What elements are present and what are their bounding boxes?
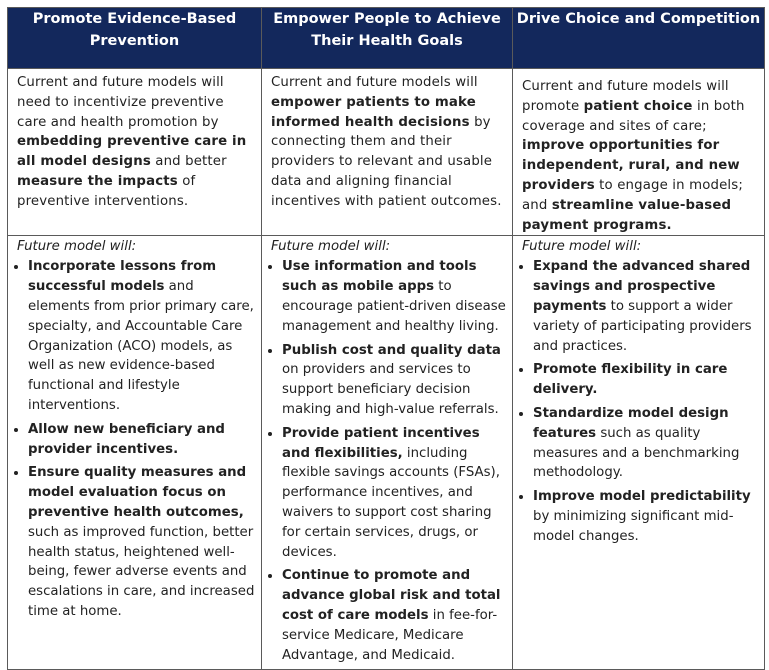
future-model-label: Future model will: xyxy=(17,239,137,255)
bullet-bold: Standardize model design features xyxy=(533,405,729,441)
bullet-rest: and elements from prior primary care, specialty, and Accountable Care Organization (ACO) models, as well as new evidence-based functional and lifestyle interventions. xyxy=(28,279,254,413)
list-item xyxy=(533,360,758,400)
bullets-cell-prevention xyxy=(8,236,262,670)
intro-text-segment: Current and future models will xyxy=(271,75,478,90)
bullet-list-choice xyxy=(513,257,764,546)
bullet-bold: Incorporate lessons from successful models xyxy=(28,259,217,295)
bullet-rest: by minimizing significant mid-model changes. xyxy=(533,508,734,544)
intro-text-segment: and better xyxy=(150,154,227,170)
intro-text-segment: of preventive interventions. xyxy=(17,173,196,209)
intro-text-segment: to engage in models; and xyxy=(522,177,743,213)
intro-text-prevention xyxy=(8,69,261,212)
intro-bold-segment: streamline value-based payment programs. xyxy=(522,197,732,233)
intro-bold-segment: measure the impacts xyxy=(17,173,178,189)
intro-bold-segment: patient choice xyxy=(583,98,693,114)
intro-text-segment: Current and future models will need to incentivize preventive care and health promotion by xyxy=(17,75,224,130)
bullet-bold: Ensure quality measures and model evaluation focus on preventive health outcomes, xyxy=(28,465,247,520)
intro-bold-segment: improve opportunities for independent, rural, and new providers xyxy=(522,138,740,193)
bullet-rest: to encourage patient-driven disease management and healthy living. xyxy=(282,279,506,334)
intro-text-segment: Current and future models will promote xyxy=(522,79,729,114)
list-item xyxy=(533,404,758,483)
list-item xyxy=(282,341,506,420)
list-item xyxy=(28,463,255,621)
header-choice: Drive Choice and Competition xyxy=(513,8,765,69)
bullets-cell-empower xyxy=(262,236,513,670)
bullet-rest: including flexible savings accounts (FSAs), performance incentives, and waivers to support cost sharing for certain services, drugs, or devices. xyxy=(282,445,500,560)
list-item xyxy=(28,420,255,460)
bullet-rest: such as quality measures and a benchmarking methodology. xyxy=(533,425,740,481)
list-item xyxy=(533,487,758,546)
header-empower: Empower People to Achieve Their Health Goals xyxy=(262,8,513,69)
bullet-bold: Promote flexibility in care delivery. xyxy=(533,362,728,398)
bullet-bold: Continue to promote and advance global risk and total cost of care models xyxy=(282,568,501,623)
bullet-bold: Allow new beneficiary and provider incentives. xyxy=(28,421,225,457)
bullet-bold: Expand the advanced shared savings and prospective payments xyxy=(533,259,751,314)
intro-text-choice xyxy=(513,69,764,235)
list-item xyxy=(282,257,506,336)
bullet-rest: such as improved function, better health status, heightened well-being, fewer adverse events and escalations in care, and increased time at home. xyxy=(28,524,255,619)
intro-text-segment: in both coverage and sites of care; xyxy=(522,98,745,134)
bullet-bold: Publish cost and quality data xyxy=(282,342,501,358)
intro-text-segment: by connecting them and their providers to relevant and usable data and aligning financial incentives with patient outcomes. xyxy=(271,114,502,209)
bullet-list-prevention xyxy=(8,257,261,621)
bullets-row xyxy=(8,236,765,670)
header-row xyxy=(8,8,765,69)
list-item xyxy=(282,424,506,563)
bullet-rest: on providers and services to support beneficiary decision making and high-value referrals. xyxy=(282,362,499,417)
header-prevention: Promote Evidence-Based Prevention xyxy=(8,8,262,69)
intro-bold-segment: embedding preventive care in all model designs xyxy=(17,134,247,170)
intro-cell-empower xyxy=(262,69,513,236)
strategy-table xyxy=(7,7,765,670)
intro-row xyxy=(8,69,765,236)
intro-text-empower xyxy=(262,69,512,212)
bullet-list-empower xyxy=(262,257,512,665)
bullet-rest: to support a wider variety of participating providers and practices. xyxy=(533,298,752,354)
intro-cell-prevention xyxy=(8,69,262,236)
list-item xyxy=(28,257,255,415)
bullet-bold: Provide patient incentives and flexibilities, xyxy=(282,425,480,461)
future-model-label: Future model will: xyxy=(522,239,642,255)
bullet-bold: Use information and tools such as mobile apps xyxy=(282,259,477,295)
intro-bold-segment: empower patients to make informed health decisions xyxy=(271,94,476,130)
bullets-cell-choice xyxy=(513,236,765,670)
intro-cell-choice xyxy=(513,69,765,236)
list-item xyxy=(533,257,758,356)
list-item xyxy=(282,566,506,665)
bullet-bold: Improve model predictability xyxy=(533,489,751,505)
bullet-rest: in fee-for-service Medicare, Medicare Advantage, and Medicaid. xyxy=(282,607,498,663)
future-model-label: Future model will: xyxy=(271,239,391,255)
